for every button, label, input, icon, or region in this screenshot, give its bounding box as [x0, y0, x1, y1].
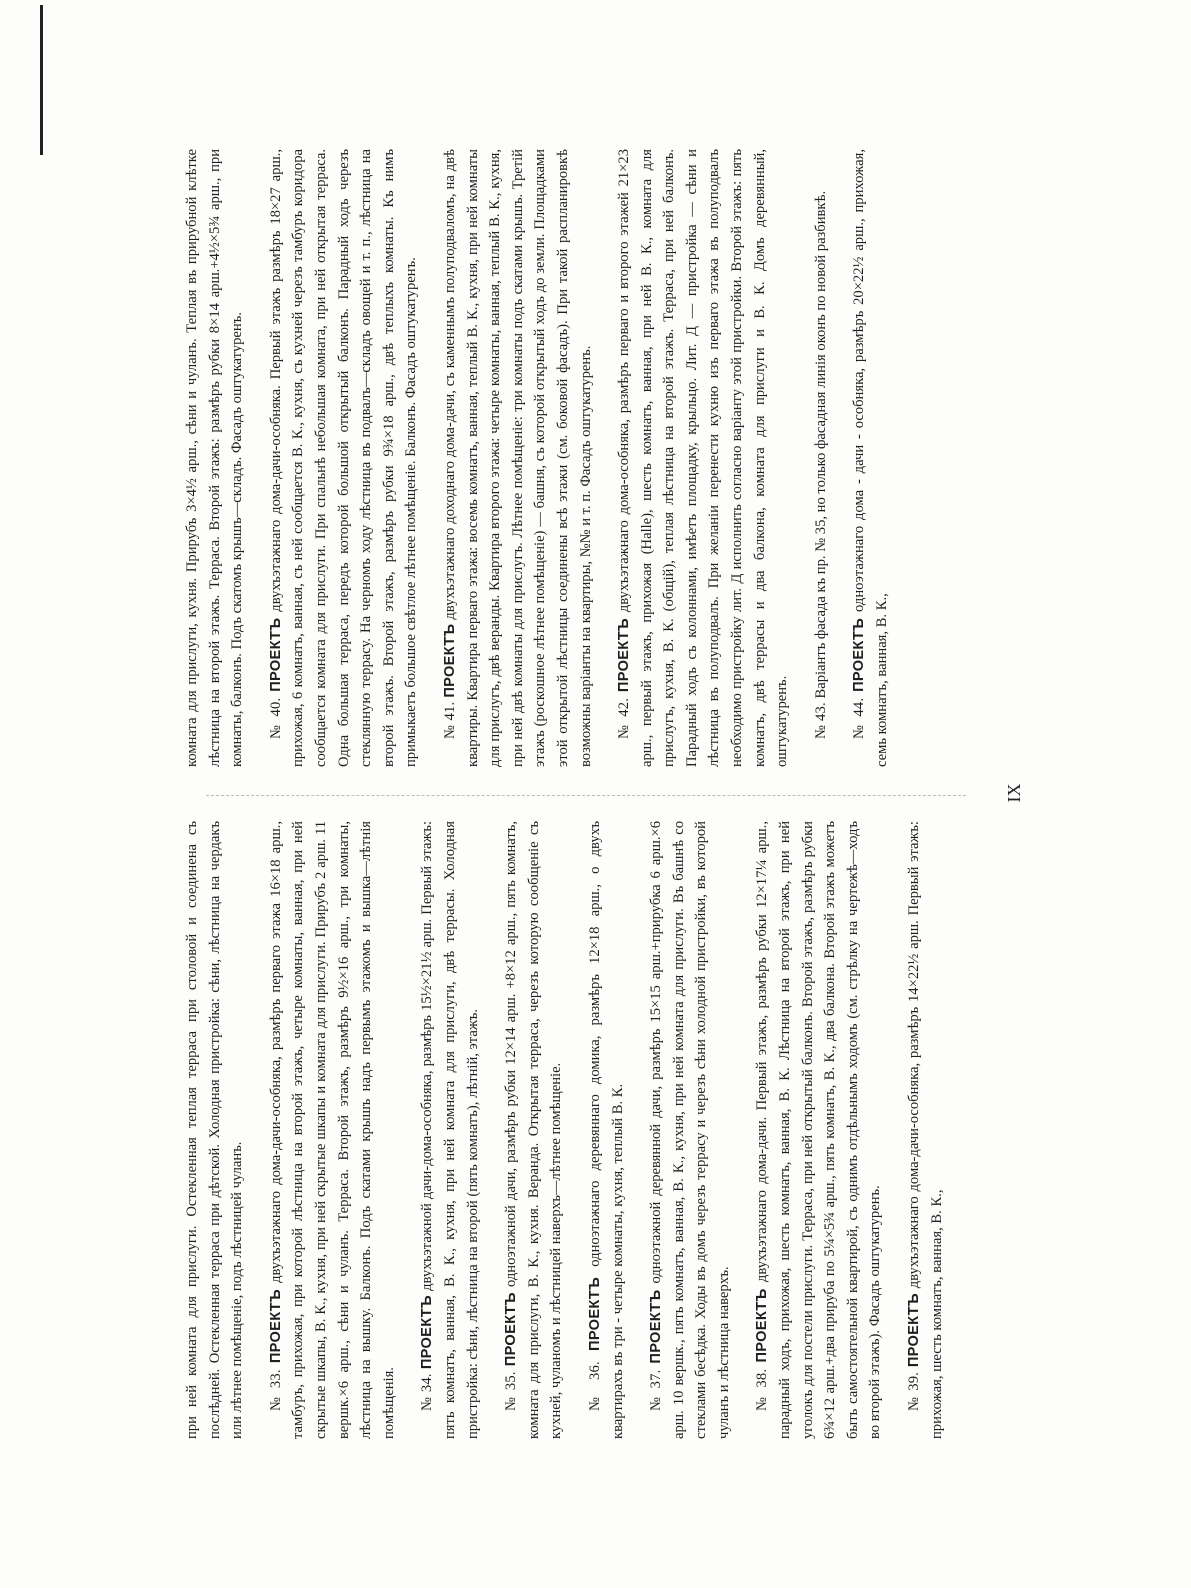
- entry-text: Варіантъ фасада къ пр. № 35, но только фасадная линія оконъ по новой разбивкѣ.: [812, 190, 829, 699]
- entry-keyword: ПРОЕКТЪ: [850, 617, 867, 692]
- project-entry-34: [416, 821, 484, 1439]
- entry-keyword: ПРОЕКТЪ: [647, 1289, 664, 1364]
- entry-text: двухъэтажнаго дома-дачи-особняка. Первый этажъ размѣръ 18×27 арш., прихожая, 6 комнатъ, ванная, съ ней сообщается В. К., кухня, съ кухней черезъ тамбуръ коридора сообщается комната для прислуги. При спальнѣ небольшая комната, при ней открытая терраса. Одна большая терраса, передъ которой большой открытый балконъ. Парадный ходъ черезъ стеклянную террасу. На черномъ ходу лѣстница въ подвалъ—складъ овощей и т. п., лѣстница на второй этажъ. Второй этажъ, размѣръ рубки 9¾×18 арш., двѣ теплыхъ комнаты. Къ нимъ примыкаетъ большое свѣтлое лѣтнее помѣщеніе. Балконъ. Фасадъ оштукатуренъ.: [267, 149, 419, 767]
- entry-text: двухъэтажнаго доходнаго дома-дачи, съ каменнымъ полуподваломъ, на двѣ квартиры. Квартира перваго этажа: восемь комнатъ, ванная, теплый В. К., кухня, при ней комнаты для прислугъ, двѣ веранды. Квартира второго этажа: четыре комнаты, ванная, теплый В. К., кухня, при ней двѣ комнаты для прислугъ. Лѣтнее помѣщеніе: три комнаты подъ скатами крышъ. Третій этажъ (роскошное лѣтнее помѣщеніе) — башня, съ которой открытый ходъ до земли. Площадками этой открытой лѣстницы соединены всѣ этажи (см. боковой фасадъ). При такой распланировкѣ возможны варіанты на квартиры, №№ и т. п. Фасадъ оштукатуренъ.: [441, 149, 593, 767]
- entry-text: одноэтажной дачи, размѣръ рубки 12×14 арш. +8×12 арш., пять комнатъ, комната для прислуги, В. К., кухня. Веранда. Открытая терраса, черезъ которую сообщеніе съ кухней, чуланомъ и лѣстницей наверхъ—лѣтнее помѣщеніе.: [502, 821, 564, 1439]
- right-intro-paragraph: комната для прислуги, кухня. Прирубъ 3×4½ арш., сѣни и чуланъ. Теплая въ прирубной клѣтке лѣстница на второй этажъ. Терраса. Второй этажъ: размѣръ рубки 8×14 арш.+4½×5¾ арш., при комнаты, балконъ. Подъ скатомъ крышъ—складъ. Фасадъ оштукатуренъ.: [183, 149, 245, 767]
- entry-number: № 44.: [850, 697, 867, 739]
- left-intro-paragraph: при ней комната для прислуги. Остекленная теплая терраса при столовой и соединена съ послѣдней. Остекленная терраса при дѣтской. Холодная пристройка: сѣни, лѣстница на чердакъ или лѣтнее помѣщеніе, подъ лѣстницей чуланъ.: [183, 821, 245, 1439]
- entry-number: № 40.: [267, 697, 284, 739]
- project-entry-36: [583, 821, 628, 1439]
- entry-number: № 43.: [812, 702, 829, 739]
- entry-keyword: ПРОЕКТЪ: [441, 623, 458, 698]
- entry-text: двухъэтажнаго дома-дачи-особняка, размѣръ перваго этажа 16×18 арш., тамбуръ, прихожая, при которой лѣстница на второй этажъ, четыре комнаты, ванная, при ней скрытые шкапы, В. К., кухня, при ней скрытые шкапы и комната для прислуги. Прирубъ 2 арш. 11 вершк.×6 арш., сѣни и чуланъ. Терраса. Второй этажъ, размѣръ 9½×16 арш., три комнаты, лѣстница на вышку. Балконъ. Подъ скатами крышъ надъ первымъ этажомъ и вышка—лѣтнія помѣщенія.: [267, 821, 397, 1439]
- project-entry-44: [848, 149, 893, 767]
- entry-number: № 34.: [418, 1373, 435, 1411]
- left-column: [181, 821, 1001, 1439]
- project-entry-41: [438, 149, 596, 767]
- page-number: IX: [1003, 783, 1024, 803]
- footnote-rule: [40, 5, 43, 155]
- entry-keyword: ПРОЕКТЪ: [267, 1289, 284, 1364]
- entry-keyword: ПРОЕКТЪ: [502, 1292, 519, 1367]
- entry-text: одноэтажнаго дома - дачи - особняка, размѣръ 20×22½ арш., прихожая, семь комнатъ, ванная, В. К.,: [850, 149, 890, 767]
- entry-number: № 38.: [753, 1368, 770, 1411]
- entry-keyword: ПРОЕКТЪ: [615, 617, 632, 693]
- entry-text: двухъэтажнаго дома-особняка, размѣръ перваго и второго этажей 21×23 арш., первый этажъ, прихожая (Halle), шесть комнатъ, ванная, при ней В. К., комната для прислугъ, кухня, В. К. (общій), теплая лѣстница на второй этажъ. Терраса, при ней балконъ. Парадный ходъ съ колоннами, имѣетъ площадку, крыльцо. Лит. Д — пристройка — сѣни и лѣстница въ полуподвалъ. При желаніи перенести кухню изъ перваго этажа въ полуподвалъ необходимо пристройку лит. Д исполнить согласно варіанту этой пристройки. Второй этажъ: пять комнатъ, двѣ террасы и два балкона, комната для прислуги и В. К. Домъ деревянный, оштукатуренъ.: [615, 149, 790, 767]
- entry-text: двухъэтажнаго дома-дачи-особняка, размѣръ 14×22½ арш. Первый этажъ: прихожая, шесть комнатъ, ванная, В. К.,: [905, 821, 945, 1439]
- entry-text: одноэтажной деревянной дачи, размѣръ 15×15 арш.+прирубка 6 арш.×6 арш. 10 вершк., пять комнатъ, ванная, В. К., кухня, при ней комната для прислуги. Въ башнѣ со стеклами бесѣдка. Ходы въ домъ черезъ террасу и черезъ сѣни холодной пристройки, въ которой чуланъ и лѣстница наверхъ.: [647, 821, 732, 1439]
- project-entry-40: [264, 149, 422, 767]
- project-entry-35: [500, 821, 568, 1439]
- project-entry-43: [809, 149, 832, 767]
- entry-number: № 35.: [502, 1371, 519, 1411]
- right-column: [181, 149, 1001, 767]
- entry-keyword: ПРОЕКТЪ: [267, 617, 284, 692]
- entry-number: № 39.: [905, 1371, 922, 1411]
- project-entry-37: [645, 821, 735, 1439]
- project-entry-39: [903, 821, 948, 1439]
- project-entry-38: [751, 821, 887, 1439]
- project-entry-42: [613, 149, 794, 767]
- entry-number: № 42.: [615, 697, 632, 739]
- entry-keyword: ПРОЕКТЪ: [753, 1288, 770, 1363]
- rotated-content: [146, 94, 1046, 1494]
- entry-number: № 33.: [267, 1369, 284, 1411]
- entry-number: № 36.: [586, 1361, 603, 1411]
- column-divider: [206, 795, 966, 796]
- entry-number: № 37.: [647, 1369, 664, 1411]
- entry-text: двухъэтажнаго дома-дачи. Первый этажъ, размѣръ рубки 12×17¼ арш., парадный ходъ, прихожая, шесть комнатъ, ванная, В. К. Лѣстница на второй этажъ, при ней уголокъ для постели прислуги. Терраса, при ней открытый балконъ. Второй этажъ, размѣръ рубки 6¾×12 арш.+два прируба по 5¼×5¾ арш., пять комнатъ, В. К., два балкона. Второй этажъ можетъ быть самостоятельной квартирой, съ однимъ отдѣльнымъ ходомъ (см. стрѣлку на чертежѣ—ходъ во второй этажъ). Фасадъ оштукатуренъ.: [753, 821, 883, 1439]
- entry-text: двухъэтажной дачи-дома-особняка, размѣръ 15½×21½ арш. Первый этажъ: пять комнатъ, ванная, В. К., кухня, при ней комната для прислуги, двѣ террасы. Холодная пристройка: сѣни, лѣстница на второй (пять комнатъ), лѣтній, этажъ.: [418, 821, 481, 1439]
- project-entry-33: [264, 821, 400, 1439]
- entry-keyword: ПРОЕКТЪ: [418, 1295, 435, 1370]
- entry-keyword: ПРОЕКТЪ: [905, 1293, 922, 1368]
- entry-number: № 41.: [441, 701, 458, 739]
- entry-keyword: ПРОЕКТЪ: [586, 1276, 603, 1351]
- entry-text: одноэтажнаго деревяннаго домика, размѣръ 12×18 арш., о двухъ квартирахъ въ три - четыре комнаты, кухня, теплый В. К.: [586, 821, 625, 1439]
